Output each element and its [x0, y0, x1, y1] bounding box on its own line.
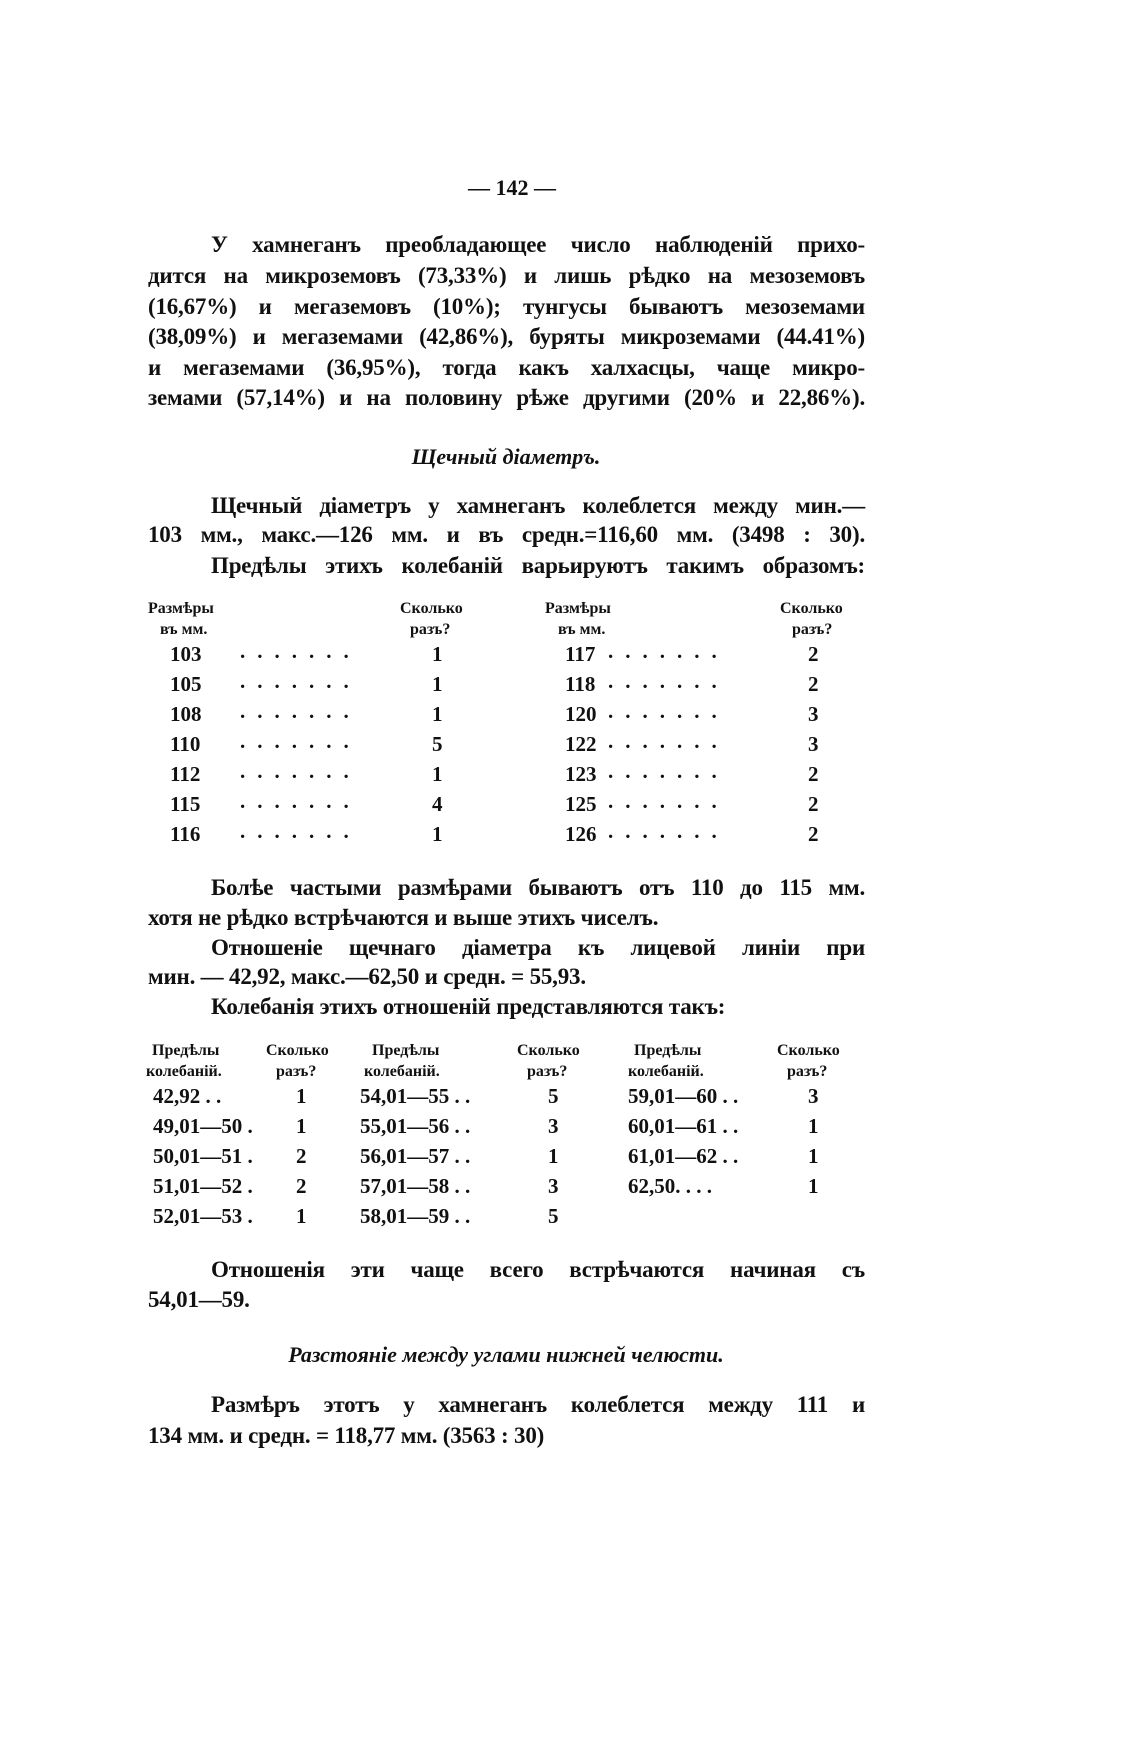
size-value: 115: [170, 792, 201, 816]
text-line: 134 мм. и средн. = 118,77 мм. (3563 : 30): [148, 1423, 545, 1448]
text-line: (38,09%) и мегаземами (42,86%), буряты микроземами (44.41%): [148, 324, 865, 349]
size-value: 112: [170, 762, 201, 786]
text-line: Колебанія этихъ отношеній представляются такъ:: [211, 994, 726, 1019]
range-value: 55,01—56 . .: [360, 1114, 471, 1138]
column-header-range-2: колебаній.: [628, 1063, 704, 1080]
leader-dots: .......: [608, 759, 729, 783]
column-header-range-2: колебаній.: [146, 1063, 222, 1080]
range-value: 58,01—59 . .: [360, 1204, 471, 1228]
size-value: 123: [565, 762, 597, 786]
count-value: 1: [432, 762, 443, 786]
leader-dots: .......: [240, 789, 361, 813]
count-value: 2: [808, 822, 819, 846]
leader-dots: .......: [240, 729, 361, 753]
count-value: 2: [296, 1144, 307, 1168]
size-value: 122: [565, 732, 597, 756]
text-line: 54,01—59.: [148, 1287, 250, 1312]
column-header-count: Сколько: [266, 1042, 329, 1059]
column-header-size: Размѣры: [148, 600, 214, 617]
count-value: 1: [432, 642, 443, 666]
range-value: 54,01—55 . .: [360, 1084, 471, 1108]
count-value: 1: [808, 1174, 819, 1198]
leader-dots: .......: [608, 789, 729, 813]
size-value: 116: [170, 822, 201, 846]
count-value: 2: [808, 762, 819, 786]
column-header-count: Сколько: [400, 600, 463, 617]
count-value: 3: [808, 702, 819, 726]
count-value: 2: [296, 1174, 307, 1198]
count-value: 5: [548, 1084, 559, 1108]
text-line: Размѣръ этотъ у хамнеганъ колеблется между 111 и: [211, 1392, 865, 1417]
size-value: 110: [170, 732, 201, 756]
text-line: земами (57,14%) и на половину рѣже другими (20% и 22,86%).: [148, 385, 865, 410]
column-header-range: Предѣлы: [634, 1042, 702, 1059]
column-header-count-q: разъ?: [527, 1063, 568, 1080]
column-header-range: Предѣлы: [372, 1042, 440, 1059]
leader-dots: .......: [608, 819, 729, 843]
count-value: 3: [548, 1174, 559, 1198]
text-line: и мегаземами (36,95%), тогда какъ халхасцы, чаще микро-: [148, 355, 865, 380]
text-line: хотя не рѣдко встрѣчаются и выше этихъ чиселъ.: [148, 905, 659, 930]
size-value: 120: [565, 702, 597, 726]
count-value: 2: [808, 792, 819, 816]
section-heading: Щечный діаметръ.: [411, 444, 601, 469]
count-value: 1: [808, 1114, 819, 1138]
size-value: 118: [565, 672, 596, 696]
column-header-count: Сколько: [777, 1042, 840, 1059]
leader-dots: .......: [240, 759, 361, 783]
page-number: — 142 —: [468, 175, 556, 200]
count-value: 4: [432, 792, 443, 816]
text-line: дится на микроземовъ (73,33%) и лишь рѣдко на мезоземовъ: [148, 263, 865, 288]
column-header-range: Предѣлы: [152, 1042, 220, 1059]
count-value: 2: [808, 642, 819, 666]
range-value: 49,01—50 .: [153, 1114, 253, 1138]
range-value: 52,01—53 .: [153, 1204, 253, 1228]
text-line: Предѣлы этихъ колебаній варьируютъ такимъ образомъ:: [211, 553, 865, 578]
column-header-count-q: разъ?: [792, 621, 833, 638]
column-header-count: Сколько: [780, 600, 843, 617]
column-header-range-2: колебаній.: [364, 1063, 440, 1080]
range-value: 50,01—51 .: [153, 1144, 253, 1168]
range-value: 51,01—52 .: [153, 1174, 253, 1198]
leader-dots: .......: [240, 819, 361, 843]
text-line: мин. — 42,92, макс.—62,50 и средн. = 55,93.: [148, 964, 586, 989]
leader-dots: .......: [608, 699, 729, 723]
count-value: 1: [296, 1114, 307, 1138]
range-value: 42,92 . .: [153, 1084, 222, 1108]
count-value: 3: [808, 732, 819, 756]
leader-dots: .......: [608, 669, 729, 693]
column-header-count-q: разъ?: [410, 621, 451, 638]
count-value: 5: [548, 1204, 559, 1228]
count-value: 1: [432, 672, 443, 696]
count-value: 1: [296, 1204, 307, 1228]
count-value: 2: [808, 672, 819, 696]
leader-dots: .......: [240, 699, 361, 723]
count-value: 1: [432, 702, 443, 726]
count-value: 1: [432, 822, 443, 846]
count-value: 3: [548, 1114, 559, 1138]
column-header-count-q: разъ?: [276, 1063, 317, 1080]
count-value: 5: [432, 732, 443, 756]
column-header-count: Сколько: [517, 1042, 580, 1059]
count-value: 1: [548, 1144, 559, 1168]
text-line: У хамнеганъ преобладающее число наблюденій прихо-: [211, 232, 865, 257]
leader-dots: .......: [608, 639, 729, 663]
range-value: 59,01—60 . .: [628, 1084, 739, 1108]
leader-dots: .......: [240, 669, 361, 693]
count-value: 1: [808, 1144, 819, 1168]
range-value: 56,01—57 . .: [360, 1144, 471, 1168]
text-line: Болѣе частыми размѣрами бываютъ отъ 110 до 115 мм.: [211, 875, 865, 900]
size-value: 117: [565, 642, 596, 666]
text-line: Отношенія эти чаще всего встрѣчаются начиная съ: [211, 1257, 865, 1282]
size-value: 126: [565, 822, 597, 846]
section-heading: Разстояніе между углами нижней челюсти.: [288, 1342, 724, 1367]
column-header-size: Размѣры: [545, 600, 611, 617]
range-value: 60,01—61 . .: [628, 1114, 739, 1138]
leader-dots: .......: [240, 639, 361, 663]
text-line: Отношеніе щечнаго діаметра къ лицевой линіи при: [211, 935, 865, 960]
size-value: 125: [565, 792, 597, 816]
size-value: 103: [170, 642, 202, 666]
text-line: Щечный діаметръ у хамнеганъ колеблется между мин.—: [211, 493, 865, 518]
range-value: 57,01—58 . .: [360, 1174, 471, 1198]
column-header-size-unit: въ мм.: [558, 621, 606, 638]
column-header-size-unit: въ мм.: [160, 621, 208, 638]
leader-dots: .......: [608, 729, 729, 753]
column-header-count-q: разъ?: [787, 1063, 828, 1080]
size-value: 105: [170, 672, 202, 696]
range-value: 61,01—62 . .: [628, 1144, 739, 1168]
text-line: (16,67%) и мегаземовъ (10%); тунгусы бываютъ мезоземами: [148, 294, 865, 319]
count-value: 1: [296, 1084, 307, 1108]
count-value: 3: [808, 1084, 819, 1108]
size-value: 108: [170, 702, 202, 726]
range-value: 62,50. . . .: [628, 1174, 712, 1198]
text-line: 103 мм., макс.—126 мм. и въ средн.=116,60 мм. (3498 : 30).: [148, 522, 865, 547]
